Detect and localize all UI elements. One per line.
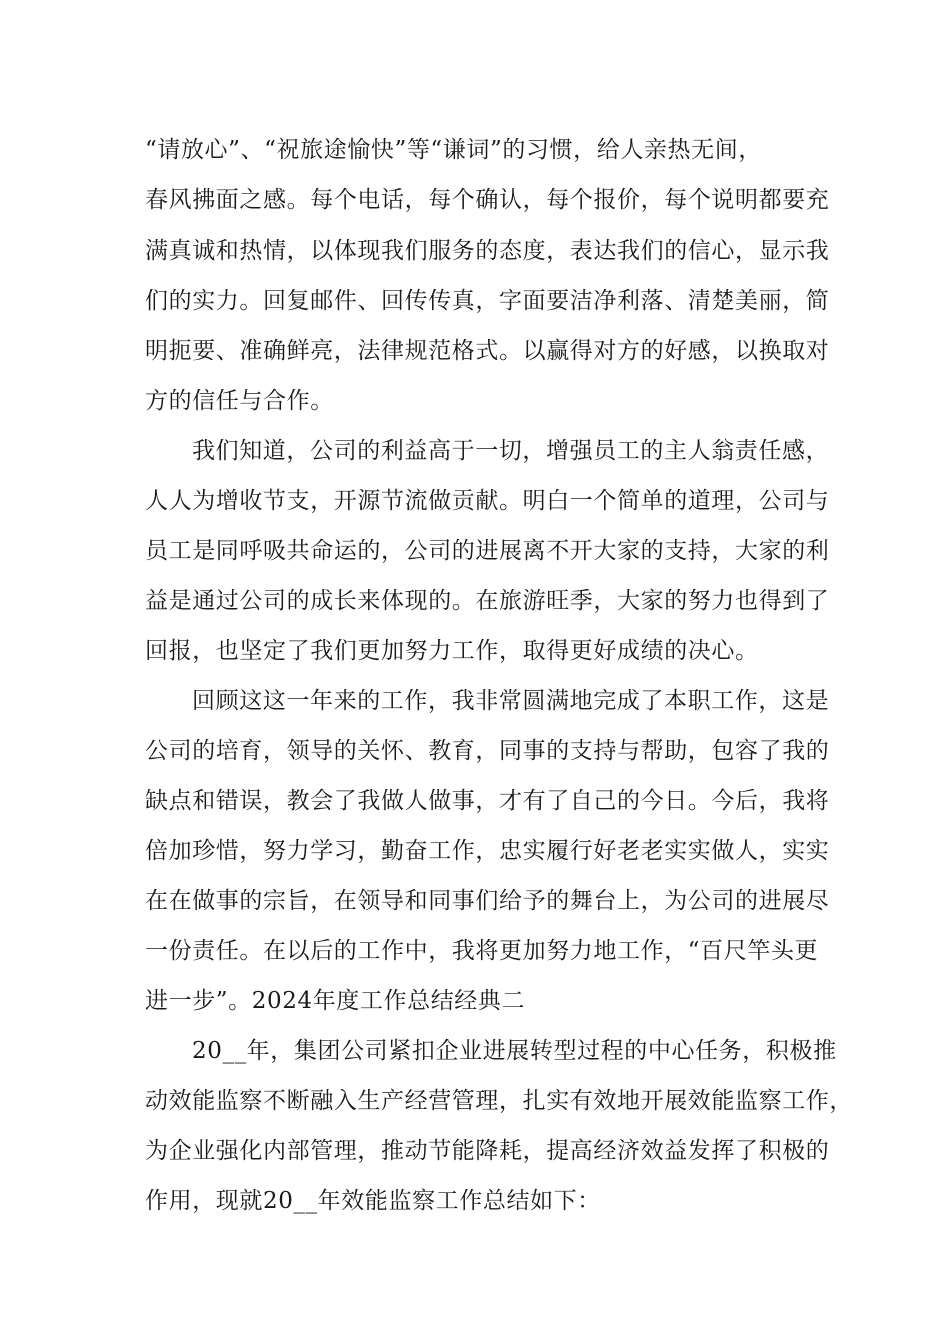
- text-line: 缺点和错误，教会了我做人做事，才有了自己的今日。今后，我将: [145, 788, 830, 814]
- text-line: 公司的培育，领导的关怀、教育，同事的支持与帮助，包容了我的: [145, 738, 830, 764]
- paragraph-first-line: 回顾这这一年来的工作，我非常圆满地完成了本职工作，这是: [192, 688, 830, 714]
- text-line: 进一步”。2024年度工作总结经典二: [145, 988, 526, 1014]
- text-line: 方的信任与合作。: [145, 388, 334, 414]
- text-line: 在在做事的宗旨，在领导和同事们给予的舞台上，为公司的进展尽: [145, 888, 830, 914]
- text-line: 倍加珍惜，努力学习，勤奋工作，忠实履行好老老实实做人，实实: [145, 838, 830, 864]
- text-line: 人人为增收节支，开源节流做贡献。明白一个简单的道理，公司与: [145, 488, 830, 514]
- text-line: 回报，也坚定了我们更加努力工作，取得更好成绩的决心。: [145, 638, 759, 664]
- text-line: 明扼要、准确鲜亮，法律规范格式。以赢得对方的好感，以换取对: [145, 338, 830, 364]
- text-line: 员工是同呼吸共命运的，公司的进展离不开大家的支持，大家的利: [145, 538, 830, 564]
- text-line: 作用，现就20__年效能监察工作总结如下：: [145, 1188, 601, 1214]
- paragraph-first-line: 我们知道，公司的利益高于一切，增强员工的主人翁责任感，: [192, 438, 830, 464]
- text-line: 满真诚和热情，以体现我们服务的态度，表达我们的信心，显示我: [145, 238, 830, 264]
- text-line: 为企业强化内部管理，推动节能降耗，提高经济效益发挥了积极的: [145, 1138, 830, 1164]
- text-line: 们的实力。回复邮件、回传传真，字面要洁净利落、清楚美丽，简: [145, 288, 830, 314]
- text-line: “请放心”、“祝旅途愉快”等“谦词”的习惯，给人亲热无间，: [145, 137, 762, 163]
- text-line: 动效能监察不断融入生产经营管理，扎实有效地开展效能监察工作，: [145, 1088, 853, 1114]
- text-line: 一份责任。在以后的工作中，我将更加努力地工作，“百尺竿头更: [145, 938, 819, 964]
- paragraph-first-line: 20__年，集团公司紧扣企业进展转型过程的中心任务，积极推: [192, 1038, 837, 1064]
- text-line: 春风拂面之感。每个电话，每个确认，每个报价，每个说明都要充: [145, 187, 830, 213]
- text-line: 益是通过公司的成长来体现的。在旅游旺季，大家的努力也得到了: [145, 588, 830, 614]
